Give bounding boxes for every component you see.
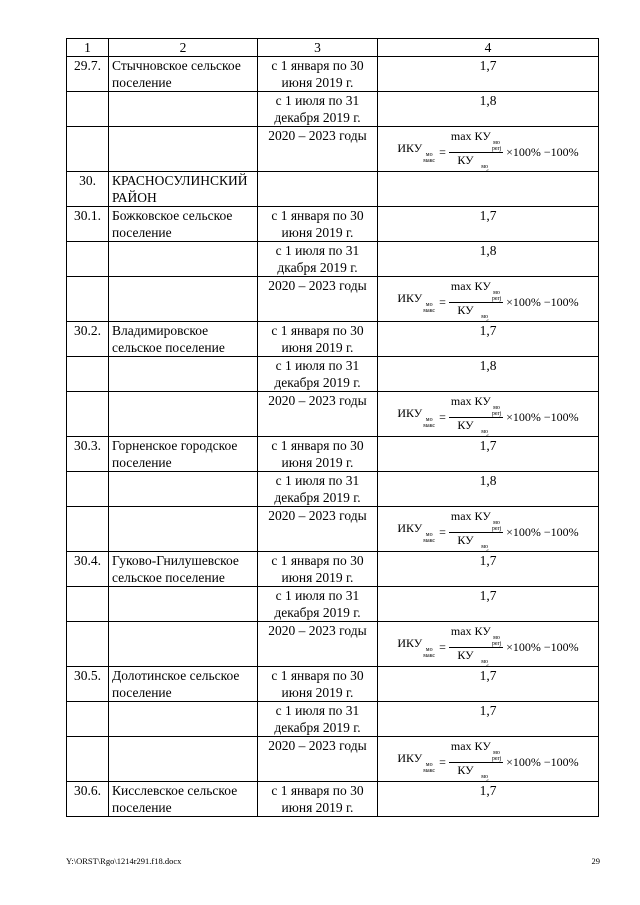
row-name — [109, 622, 258, 667]
table-row — [67, 392, 599, 437]
table-row — [67, 127, 599, 172]
row-value: 1,7 — [378, 207, 599, 242]
row-number: 30.6. — [67, 782, 109, 817]
row-name — [109, 242, 258, 277]
table-row — [67, 472, 599, 507]
formula-fraction: max КУ мо perj КУ мо — [450, 738, 502, 780]
row-value: 1,7 — [378, 702, 599, 737]
row-value: 1,7 — [378, 552, 599, 587]
formula-lhs: ИКУ мо макс — [397, 291, 436, 314]
row-number — [67, 587, 109, 622]
row-number: 30. — [67, 172, 109, 207]
row-name: Божковское сельское поселение — [109, 207, 258, 242]
table-row — [67, 737, 599, 782]
row-value — [378, 277, 599, 322]
row-name: Владимировское сельское поселение — [109, 322, 258, 357]
row-value: 1,8 — [378, 472, 599, 507]
row-period: 2020 – 2023 годы — [258, 277, 378, 322]
formula: ИКУ мо макс = max КУ мо perj КУ мо ×100% −100% — [381, 277, 595, 321]
table-row — [67, 277, 599, 322]
header-cell: 1 — [67, 39, 109, 57]
table-row — [67, 92, 599, 127]
row-value — [378, 172, 599, 207]
row-period: с 1 июля по 31 декабря 2019 г. — [258, 92, 378, 127]
row-number — [67, 92, 109, 127]
row-value — [378, 622, 599, 667]
tariff-table — [66, 38, 599, 817]
row-name — [109, 587, 258, 622]
row-period: с 1 января по 30 июня 2019 г. — [258, 207, 378, 242]
formula-fraction: max КУ мо perj КУ мо — [450, 623, 502, 665]
row-name — [109, 472, 258, 507]
row-name: Горненское городское поселение — [109, 437, 258, 472]
table-row — [67, 57, 599, 92]
row-period: с 1 июля по 31 декабря 2019 г. — [258, 472, 378, 507]
row-period — [258, 172, 378, 207]
formula: ИКУ мо макс = max КУ мо perj КУ мо ×100% −100% — [381, 737, 595, 781]
row-value — [378, 392, 599, 437]
row-number — [67, 357, 109, 392]
table-row — [67, 242, 599, 277]
row-number — [67, 127, 109, 172]
row-period: с 1 января по 30 июня 2019 г. — [258, 322, 378, 357]
row-period: 2020 – 2023 годы — [258, 622, 378, 667]
formula-lhs: ИКУ мо макс — [397, 751, 436, 774]
row-number — [67, 277, 109, 322]
header-cell: 3 — [258, 39, 378, 57]
row-number — [67, 702, 109, 737]
header-cell: 2 — [109, 39, 258, 57]
formula: ИКУ мо макс = max КУ мо perj КУ мо ×100% −100% — [381, 507, 595, 551]
table-row — [67, 622, 599, 667]
row-name — [109, 702, 258, 737]
row-number: 30.3. — [67, 437, 109, 472]
row-value: 1,8 — [378, 242, 599, 277]
formula-fraction: max КУ мо perj КУ мо — [450, 393, 502, 435]
header-row — [67, 39, 599, 57]
row-number: 30.1. — [67, 207, 109, 242]
formula: ИКУ мо макс = max КУ мо perj КУ мо ×100% −100% — [381, 622, 595, 666]
row-name — [109, 737, 258, 782]
formula-fraction: max КУ мо perj КУ мо — [450, 278, 502, 320]
row-name — [109, 357, 258, 392]
row-name: Долотинское сельское поселение — [109, 667, 258, 702]
table-row — [67, 322, 599, 357]
row-value — [378, 507, 599, 552]
row-name — [109, 127, 258, 172]
row-period: с 1 января по 30 июня 2019 г. — [258, 782, 378, 817]
row-name — [109, 92, 258, 127]
table-row — [67, 507, 599, 552]
footer-path: Y:\ORST\Rgo\1214r291.f18.docx — [66, 856, 182, 866]
row-name: Гуково-Гнилушевское сельское поселение — [109, 552, 258, 587]
header-cell: 4 — [378, 39, 599, 57]
table-row — [67, 207, 599, 242]
table-row — [67, 782, 599, 817]
formula-lhs: ИКУ мо макс — [397, 636, 436, 659]
table-row — [67, 437, 599, 472]
row-period: с 1 января по 30 июня 2019 г. — [258, 437, 378, 472]
formula-fraction: max КУ мо perj КУ мо — [450, 128, 502, 170]
row-value: 1,8 — [378, 92, 599, 127]
row-number — [67, 392, 109, 437]
row-value: 1,7 — [378, 322, 599, 357]
row-number — [67, 472, 109, 507]
row-name — [109, 277, 258, 322]
row-period: с 1 июля по 31 декабря 2019 г. — [258, 587, 378, 622]
row-number: 29.7. — [67, 57, 109, 92]
row-number: 30.2. — [67, 322, 109, 357]
row-value: 1,7 — [378, 437, 599, 472]
row-value: 1,8 — [378, 357, 599, 392]
row-name: КРАСНОСУЛИНСКИЙ РАЙОН — [109, 172, 258, 207]
row-period: с 1 июля по 31 дкабря 2019 г. — [258, 242, 378, 277]
table-row — [67, 587, 599, 622]
formula-lhs: ИКУ мо макс — [397, 521, 436, 544]
row-number: 30.5. — [67, 667, 109, 702]
row-value: 1,7 — [378, 782, 599, 817]
page-number: 29 — [591, 856, 600, 866]
row-value: 1,7 — [378, 587, 599, 622]
row-name: Стычновское сельское поселение — [109, 57, 258, 92]
table-row — [67, 702, 599, 737]
row-number — [67, 622, 109, 667]
row-value: 1,7 — [378, 57, 599, 92]
row-name — [109, 392, 258, 437]
row-number: 30.4. — [67, 552, 109, 587]
formula: ИКУ мо макс = max КУ мо perj КУ мо ×100% −100% — [381, 127, 595, 171]
row-name: Кисслевское сельское поселение — [109, 782, 258, 817]
table-row — [67, 172, 599, 207]
row-period: с 1 января по 30 июня 2019 г. — [258, 667, 378, 702]
row-period: 2020 – 2023 годы — [258, 737, 378, 782]
row-period: с 1 июля по 31 декабря 2019 г. — [258, 357, 378, 392]
row-value — [378, 127, 599, 172]
row-number — [67, 737, 109, 782]
table-row — [67, 357, 599, 392]
row-value: 1,7 — [378, 667, 599, 702]
formula: ИКУ мо макс = max КУ мо perj КУ мо ×100% −100% — [381, 392, 595, 436]
row-period: с 1 января по 30 июня 2019 г. — [258, 552, 378, 587]
formula-lhs: ИКУ мо макс — [397, 406, 436, 429]
row-period: 2020 – 2023 годы — [258, 392, 378, 437]
formula-fraction: max КУ мо perj КУ мо — [450, 508, 502, 550]
row-name — [109, 507, 258, 552]
row-period: 2020 – 2023 годы — [258, 127, 378, 172]
row-period: с 1 января по 30 июня 2019 г. — [258, 57, 378, 92]
row-value — [378, 737, 599, 782]
row-period: с 1 июля по 31 декабря 2019 г. — [258, 702, 378, 737]
table-row — [67, 552, 599, 587]
row-number — [67, 507, 109, 552]
row-period: 2020 – 2023 годы — [258, 507, 378, 552]
row-number — [67, 242, 109, 277]
formula-lhs: ИКУ мо макс — [397, 141, 436, 164]
table-row — [67, 667, 599, 702]
